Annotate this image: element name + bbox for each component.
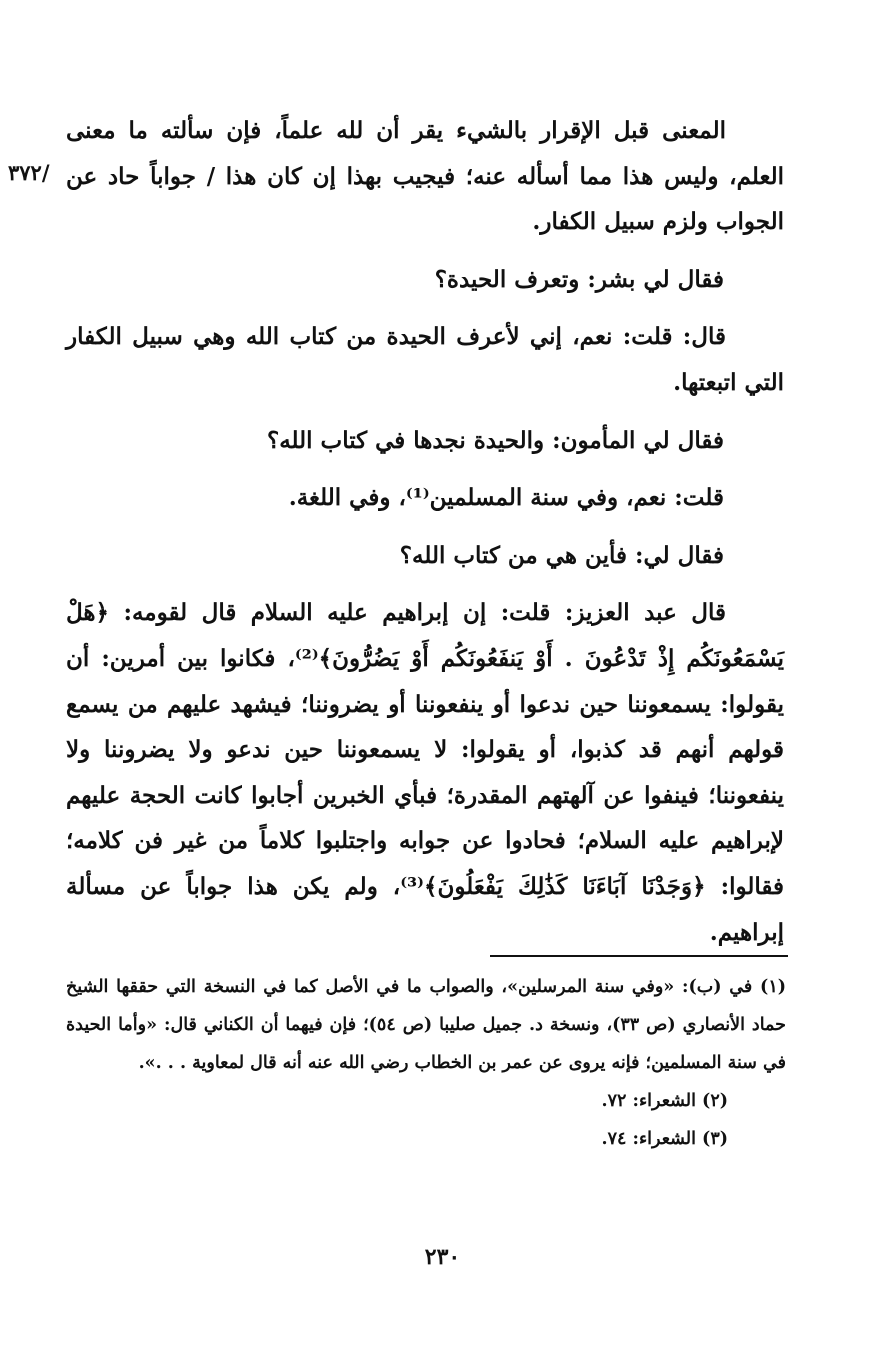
paragraph-6: فقال لي: فأين هي من كتاب الله؟	[399, 541, 724, 569]
paragraph-5: قلت: نعم، وفي سنة المسلمين⁽¹⁾، وفي اللغة.	[288, 484, 724, 512]
paragraph-4: فقال لي المأمون: والحيدة نجدها في كتاب الله؟	[266, 426, 724, 454]
paragraph-2: فقال لي بشر: وتعرف الحيدة؟	[434, 265, 724, 293]
footnote-separator	[490, 955, 788, 957]
main-text	[66, 108, 784, 967]
footnotes	[66, 968, 786, 1158]
footnote-1: (١) في (ب): «وفي سنة المرسلين»، والصواب ما في الأصل كما في النسخة التي حققها الشيخ حماد الأنصاري (ص ٣٣)، ونسخة د. جميل صليبا (ص ٥٤)؛ فإن فيهما أن الكناني قال: «وأما الحيدة في سنة المسلمين؛ فإنه يروى عن عمر بن الخطاب رضي الله عنه أنه قال لمعاوية . . .».	[66, 977, 786, 1073]
paragraph-7: قال عبد العزيز: قلت: إن إبراهيم عليه السلام قال لقومه: ﴿هَلْ يَسْمَعُونَكُم إِذْ تَدْعُونَ . أَوْ يَنفَعُونَكُم أَوْ يَضُرُّونَ﴾⁽²⁾، فكانوا بين أمرين: أن يقولوا: يسمعوننا حين ندعوا أو ينفعوننا أو يضروننا؛ فيشهد عليهم من يسمع قولهم أنهم قد كذبوا، أو يقولوا: لا يسمعوننا حين ندعو ولا يضروننا ولا ينفعوننا؛ فينفوا عن آلهتهم المقدرة؛ فبأي الخبرين أجابوا كانت الحجة عليهم لإبراهيم عليه السلام؛ فحادوا عن جوابه واجتلبوا كلاماً من غير فن كلامه؛ فقالوا: ﴿وَجَدْنَا آبَاءَنَا كَذَٰلِكَ يَفْعَلُونَ﴾⁽³⁾، ولم يكن هذا جواباً عن مسألة إبراهيم.	[66, 599, 784, 946]
margin-folio-marker: /٣٧٢	[8, 160, 50, 185]
paragraph-1: المعنى قبل الإقرار بالشيء يقر أن لله علماً، فإن سألته ما معنى العلم، وليس هذا مما أسأله عنه؛ فيجيب بهذا إن كان هذا / جواباً حاد عن الجواب ولزم سبيل الكفار.	[66, 117, 784, 236]
page-number: ٢٣٠	[424, 1244, 461, 1270]
paragraph-3: قال: قلت: نعم، إني لأعرف الحيدة من كتاب الله وهي سبيل الكفار التي اتبعتها.	[66, 323, 784, 396]
footnote-3: (٣) الشعراء: ٧٤.	[601, 1129, 728, 1149]
footnote-2: (٢) الشعراء: ٧٢.	[601, 1091, 728, 1111]
